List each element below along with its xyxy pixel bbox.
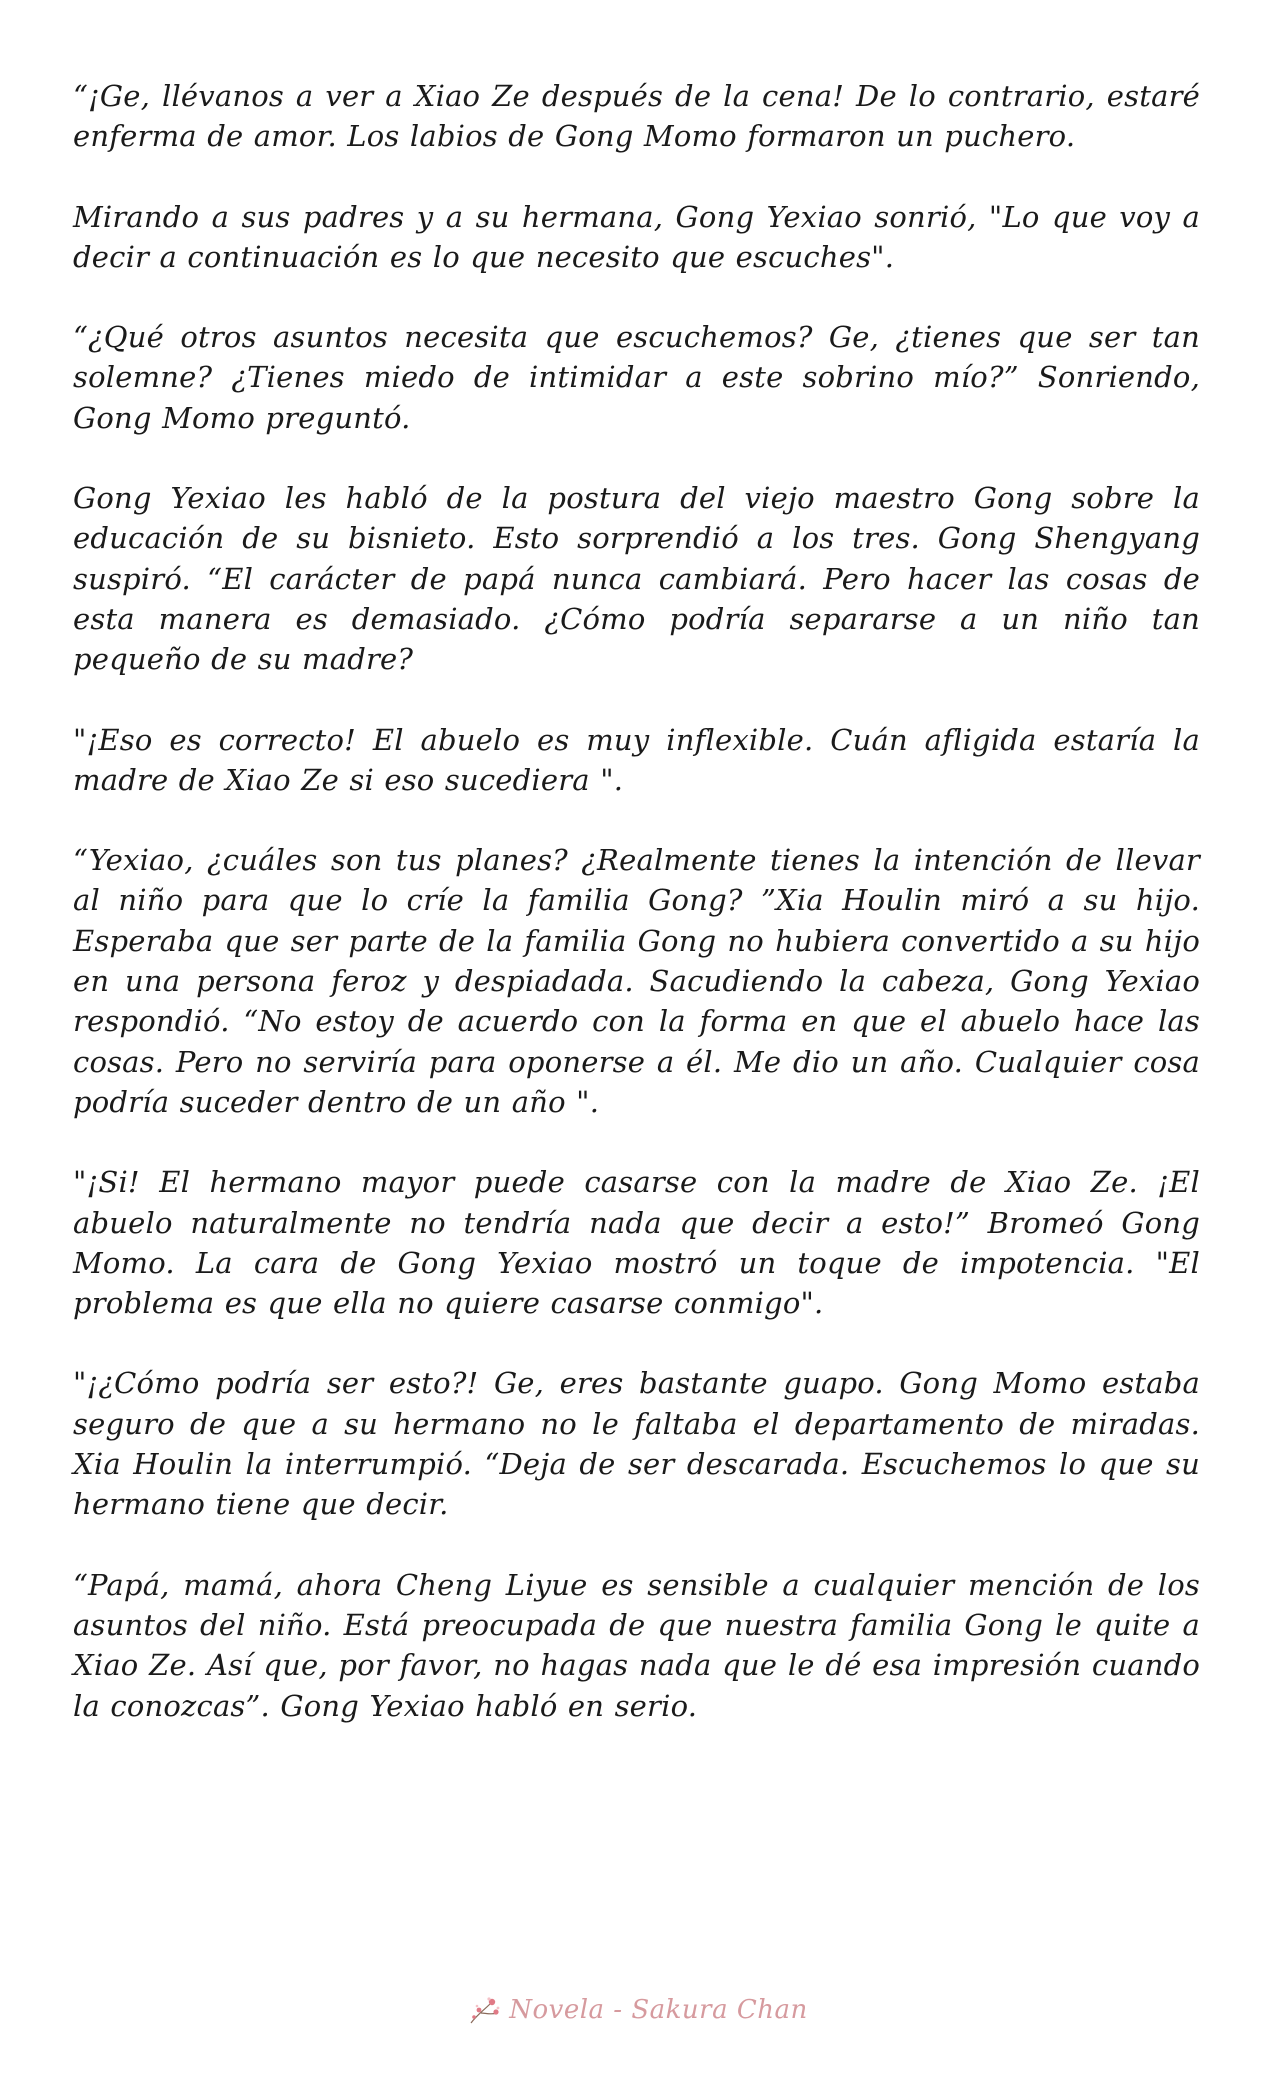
paragraph-4: Gong Yexiao les habló de la postura del viejo maestro Gong sobre la educación de su bisnieto. Esto sorprendió a los tres. Gong Shengyang suspiró. “El carácter de papá nunca cambiará. Pero hacer las cosas de esta manera es demasiado. ¿Cómo podría separarse a un niño tan pequeño de su madre?	[73, 481, 1200, 677]
paragraph-1: “¡Ge, llévanos a ver a Xiao Ze después de la cena! De lo contrario, estaré enferma de amor. Los labios de Gong Momo formaron un puchero.	[73, 79, 1200, 154]
paragraph-5: "¡Eso es correcto! El abuelo es muy inflexible. Cuán afligida estaría la madre de Xiao Ze si eso sucediera ".	[73, 722, 1200, 797]
paragraph-2: Mirando a sus padres y a su hermana, Gong Yexiao sonrió, "Lo que voy a decir a continuación es lo que necesito que escuches".	[73, 199, 1200, 274]
document-body	[73, 76, 1200, 1766]
footer-credit-text: Novela - Sakura Chan	[509, 1995, 808, 2025]
paragraph-3: “¿Qué otros asuntos necesita que escuchemos? Ge, ¿tienes que ser tan solemne? ¿Tienes miedo de intimidar a este sobrino mío?” Sonriendo, Gong Momo preguntó.	[73, 320, 1200, 435]
footer-watermark	[0, 1993, 1275, 2027]
sakura-flower-icon	[467, 1993, 503, 2027]
paragraph-9: “Papá, mamá, ahora Cheng Liyue es sensible a cualquier mención de los asuntos del niño. Está preocupada de que nuestra familia Gong le quite a Xiao Ze. Así que, por favor, no hagas nada que le dé esa impresión cuando la conozcas”. Gong Yexiao habló en serio.	[73, 1567, 1200, 1723]
paragraph-6: “Yexiao, ¿cuáles son tus planes? ¿Realmente tienes la intención de llevar al niño para que lo críe la familia Gong? ”Xia Houlin miró a su hijo. Esperaba que ser parte de la familia Gong no hubiera convertido a su hijo en una persona feroz y despiadada. Sacudiendo la cabeza, Gong Yexiao respondió. “No estoy de acuerdo con la forma en que el abuelo hace las cosas. Pero no serviría para oponerse a él. Me dio un año. Cualquier cosa podría suceder dentro de un año ".	[73, 843, 1200, 1119]
paragraph-8: "¡¿Cómo podría ser esto?! Ge, eres bastante guapo. Gong Momo estaba seguro de que a su hermano no le faltaba el departamento de miradas. Xia Houlin la interrumpió. “Deja de ser descarada. Escuchemos lo que su hermano tiene que decir.	[73, 1366, 1200, 1522]
paragraph-7: "¡Si! El hermano mayor puede casarse con la madre de Xiao Ze. ¡El abuelo naturalmente no tendría nada que decir a esto!” Bromeó Gong Momo. La cara de Gong Yexiao mostró un toque de impotencia. "El problema es que ella no quiere casarse conmigo".	[73, 1165, 1200, 1321]
